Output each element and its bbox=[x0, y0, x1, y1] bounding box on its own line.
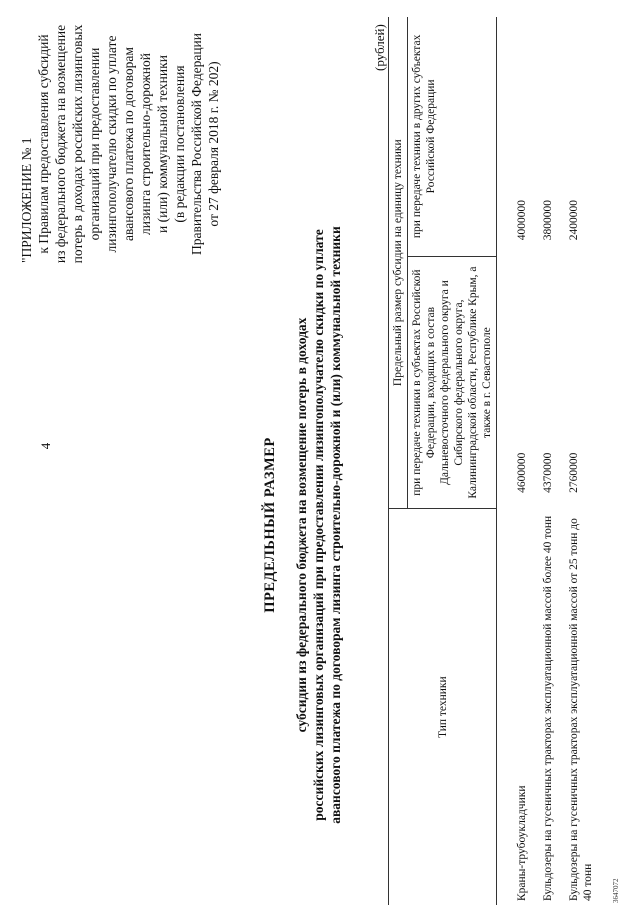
title-main: ПРЕДЕЛЬНЫЙ РАЗМЕР bbox=[262, 437, 278, 613]
appendix-line: и (или) коммунальной техники bbox=[155, 55, 170, 233]
appendix-line: Правительства Российской Федерации bbox=[189, 33, 204, 255]
header-type: Тип техники bbox=[389, 509, 497, 905]
cell-col-a: 4600000 bbox=[516, 452, 528, 493]
cell-col-b: 2400000 bbox=[568, 200, 580, 241]
table-row bbox=[539, 17, 565, 905]
cell-type: Бульдозеры на гусеничных тракторах эксплуатационной массой более 40 тонн bbox=[542, 515, 554, 901]
cell-col-a: 4370000 bbox=[542, 452, 554, 493]
page-number: 4 bbox=[38, 442, 53, 450]
appendix-heading: "ПРИЛОЖЕНИЕ № 1 bbox=[19, 137, 34, 263]
document-title bbox=[262, 205, 344, 845]
appendix-line: авансового платежа по договорам bbox=[121, 47, 136, 241]
appendix-line: от 27 февраля 2018 г. № 202) bbox=[206, 61, 221, 227]
title-sub-line: российских лизинговых организаций при предоставлении лизингополучателю скидки по уплате bbox=[311, 229, 326, 821]
cell-col-b: 4000000 bbox=[516, 200, 528, 241]
cell-col-b: 3800000 bbox=[542, 200, 554, 241]
cell-type: Бульдозеры на гусеничных тракторах эксплуатационной массой от 25 тонн до 40 тонн bbox=[568, 518, 594, 901]
appendix-line: потерь в доходах российских лизинговых bbox=[70, 24, 85, 264]
cell-type: Краны-трубоукладчики bbox=[516, 785, 528, 901]
table-row bbox=[565, 17, 605, 905]
header-col-b: при передаче техники в других субъектах Российской Федерации bbox=[408, 17, 497, 256]
footer-code: 3647072 bbox=[612, 878, 620, 903]
table-row bbox=[497, 17, 540, 905]
appendix-line: лизинга строительно-дорожной bbox=[138, 53, 153, 235]
appendix-line: к Правилам предоставления субсидий bbox=[36, 34, 51, 254]
appendix-line: из федерального бюджета на возмещение bbox=[53, 24, 68, 264]
cell-col-a: 2760000 bbox=[568, 452, 580, 493]
appendix-line: лизингополучателю скидки по уплате bbox=[104, 35, 119, 253]
header-group: Предельный размер субсидии на единицу техники bbox=[389, 17, 408, 509]
subsidy-table bbox=[388, 17, 605, 905]
units-label: (рублей) bbox=[372, 24, 387, 71]
title-sub-line: авансового платежа по договорам лизинга строительно-дорожной и (или) коммунальной техники bbox=[328, 226, 343, 824]
appendix-block bbox=[18, 19, 222, 269]
appendix-line: организаций при предоставлении bbox=[87, 47, 102, 241]
header-col-a: при передаче техники в субъектах Российской Федерации, входящих в состав Дальневосточного федерального округа и Сибирского федерального округа, Калининградской области, Республике Крым, а также в г. Севастополе bbox=[408, 256, 497, 509]
appendix-line: (в редакции постановления bbox=[172, 65, 187, 223]
title-sub-line: субсидии из федерального бюджета на возмещение потерь в доходах bbox=[294, 317, 309, 733]
